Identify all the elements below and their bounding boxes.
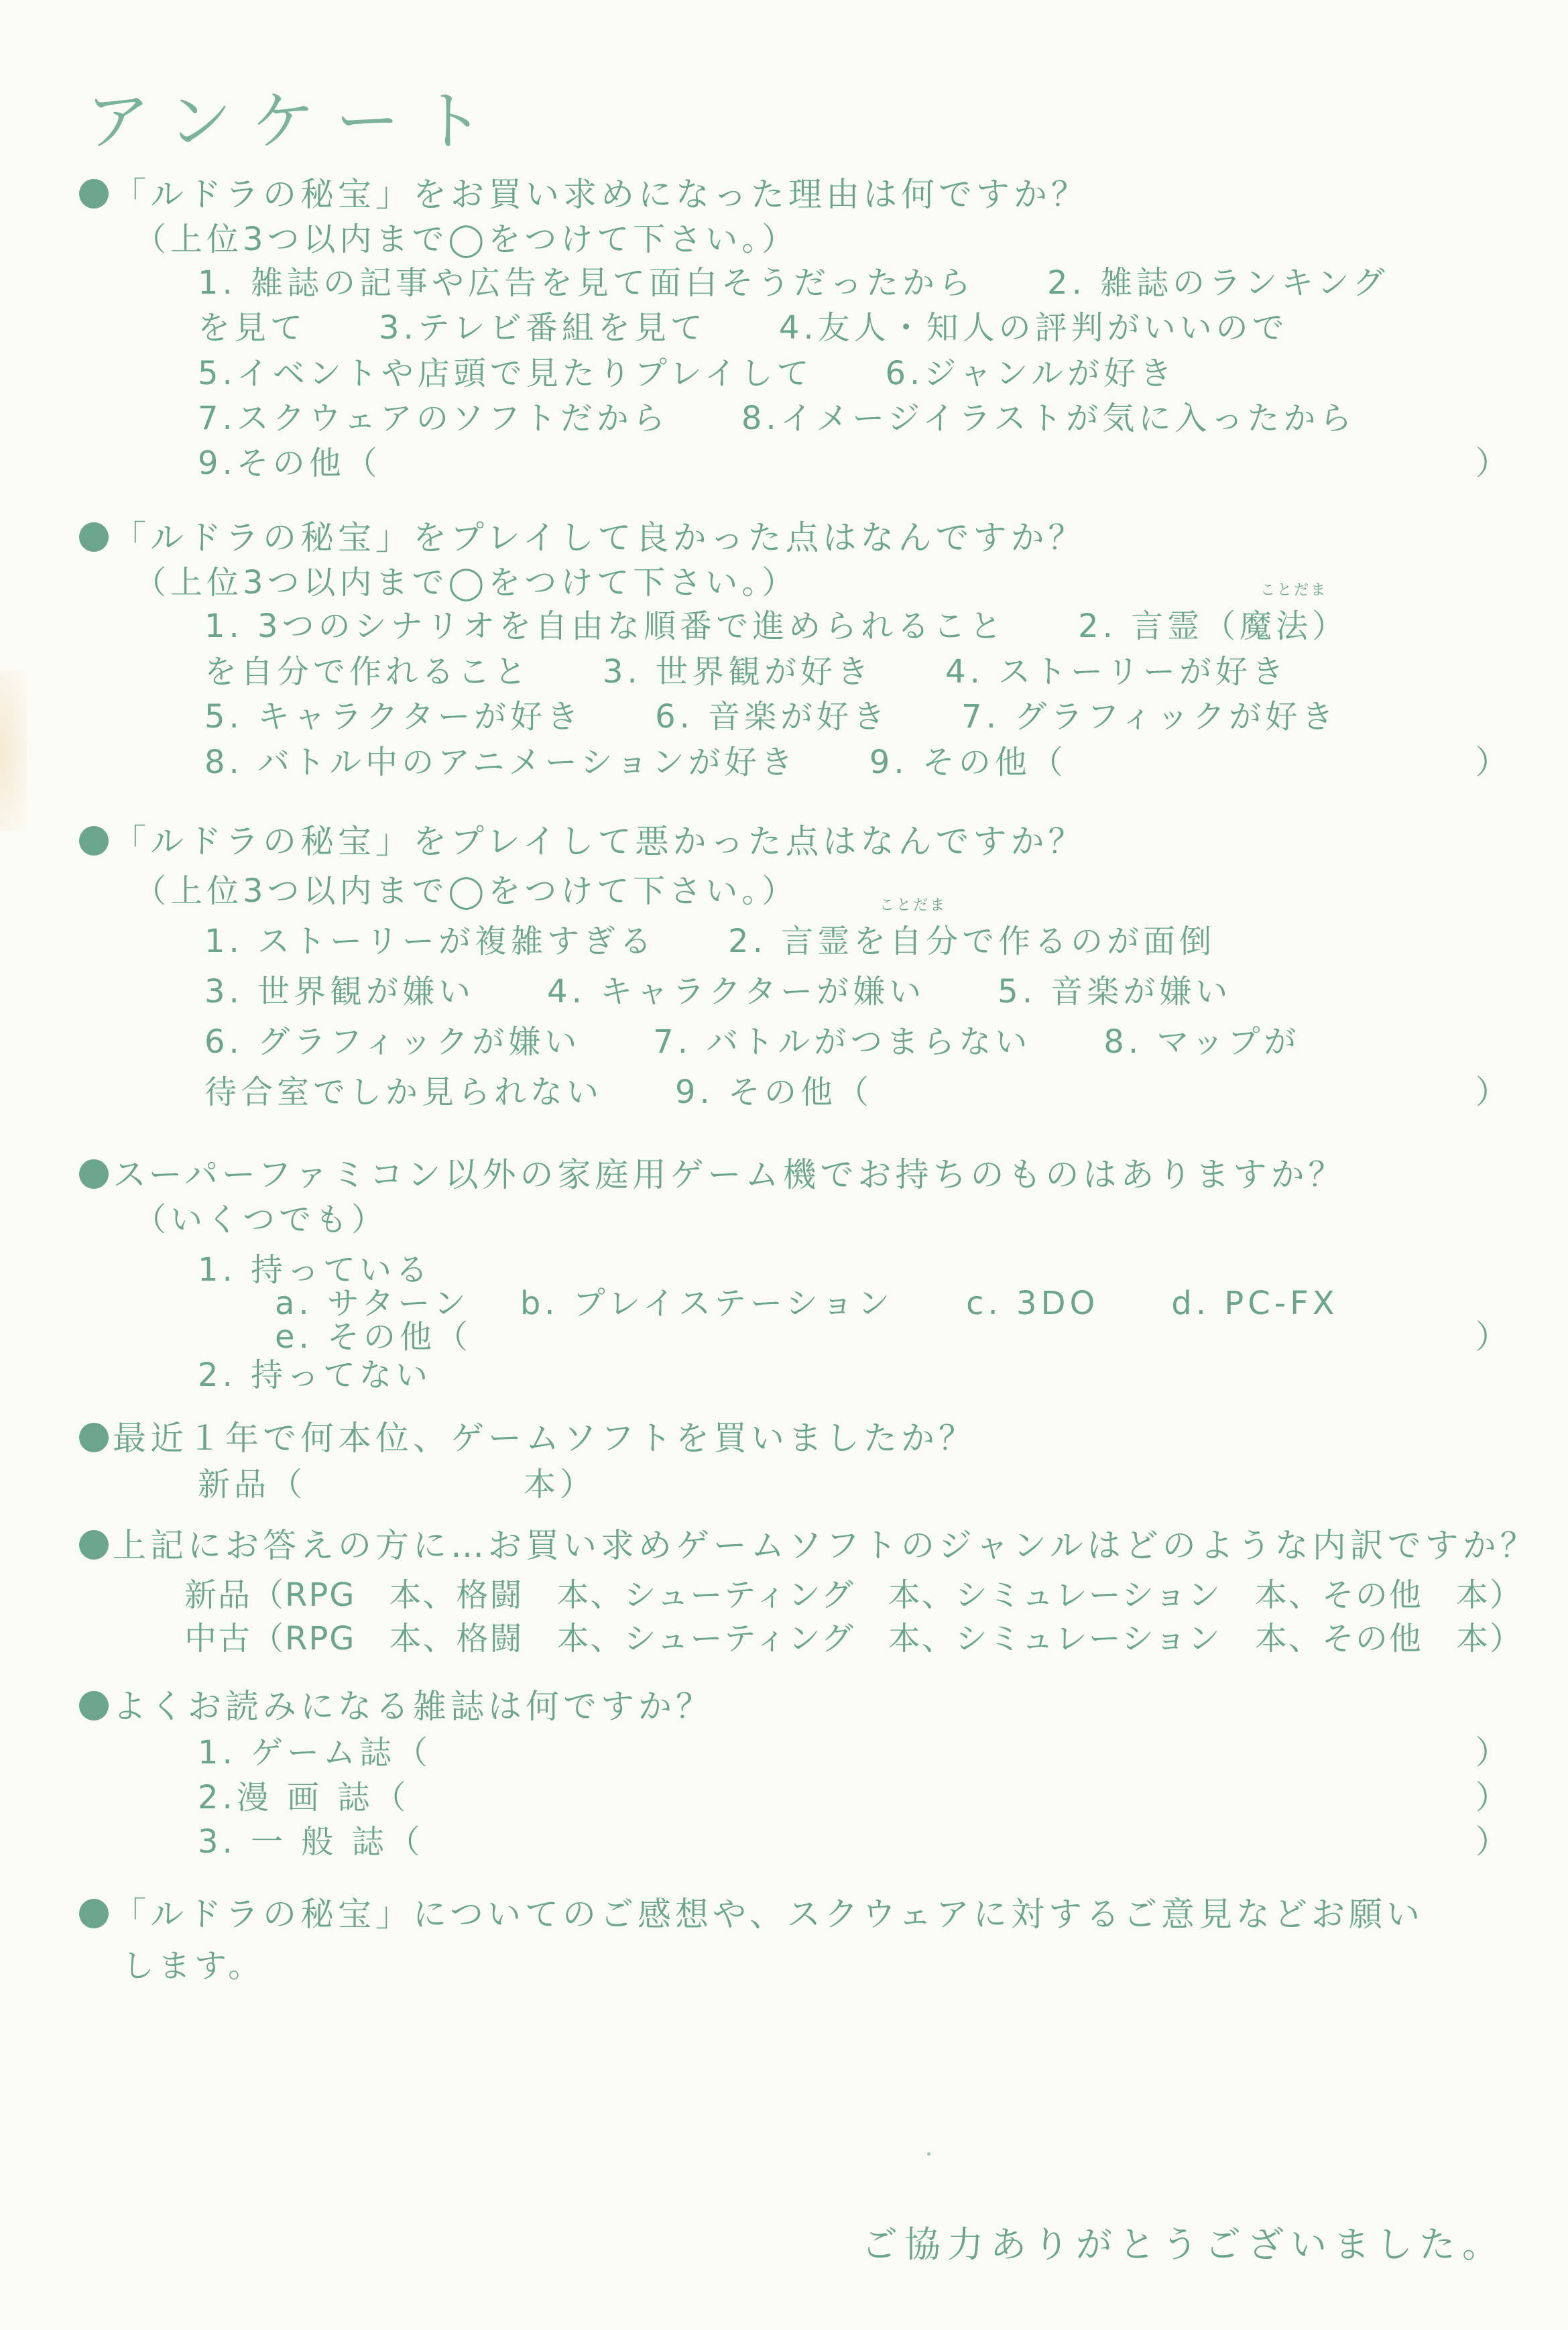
question-1 bbox=[79, 168, 1089, 216]
bullet-icon bbox=[79, 1899, 109, 1928]
question-4-text: スーパーファミコン以外の家庭用ゲーム機でお持ちのものはありますか？ bbox=[113, 1155, 1346, 1194]
q1-line-1: 1. 雑誌の記事や広告を見て面白そうだったから 2. 雑誌のランキング bbox=[198, 264, 1389, 302]
bullet-icon bbox=[79, 1691, 109, 1721]
q6-used-line[interactable]: 中古（RPG 本、格闘 本、シューティング 本、シミュレーション 本、その他 本） bbox=[184, 1620, 1523, 1657]
question-3 bbox=[79, 815, 1086, 863]
kotodama-ruby: ことだま bbox=[1260, 582, 1328, 599]
q2-line-1: 1. 3つのシナリオを自由な順番で進められること 2. 言霊（魔法） bbox=[204, 607, 1349, 645]
q3-line-3: 6. グラフィックが嫌い 7. バトルがつまらない 8. マップが bbox=[204, 1023, 1301, 1061]
q2-other-field[interactable]: 8. バトル中のアニメーションが好き 9. その他（ bbox=[204, 744, 1067, 781]
question-7-text: よくお読みになる雑誌は何ですか？ bbox=[113, 1687, 713, 1726]
question-3-text: 「ルドラの秘宝」をプレイして悪かった点はなんですか？ bbox=[113, 822, 1086, 861]
q7-close-1: ） bbox=[1475, 1734, 1508, 1771]
question-2 bbox=[79, 511, 1086, 559]
q7-close-2: ） bbox=[1475, 1779, 1508, 1816]
q1-other-field[interactable]: 9.その他（ bbox=[198, 445, 381, 482]
q3-other-field[interactable]: 待合室でしか見られない 9. その他（ bbox=[204, 1073, 873, 1111]
question-6 bbox=[79, 1519, 1538, 1567]
q1-line-3: 5.イベントや店頭で見たりプレイして 6.ジャンルが好き bbox=[198, 355, 1177, 392]
question-2-note: （上位3つ以内まで◯をつけて下さい。） bbox=[134, 564, 798, 601]
bullet-icon bbox=[79, 522, 109, 552]
question-4-note: （いくつでも） bbox=[134, 1201, 388, 1238]
question-5 bbox=[79, 1411, 976, 1460]
bullet-icon bbox=[79, 1423, 109, 1452]
q4-other-close: ） bbox=[1475, 1318, 1508, 1356]
question-8 bbox=[79, 1887, 1424, 1936]
q3-other-close: ） bbox=[1475, 1073, 1508, 1111]
question-8-text-cont: します。 bbox=[122, 1947, 265, 1985]
q7-manga-magazine-field[interactable]: 2.漫 画 誌（ bbox=[198, 1779, 410, 1816]
q2-line-3: 5. キャラクターが好き 6. 音楽が好き 7. グラフィックが好き bbox=[204, 698, 1338, 736]
question-6-text: 上記にお答えの方に…お買い求めゲームソフトのジャンルはどのような内訳ですか？ bbox=[113, 1526, 1538, 1565]
q1-other-close: ） bbox=[1475, 445, 1508, 482]
question-8-text: 「ルドラの秘宝」についてのご感想や、スクウェアに対するご意見などお願い bbox=[113, 1895, 1424, 1934]
q4-item-2[interactable]: 2. 持ってない bbox=[198, 1356, 432, 1394]
question-5-text: 最近１年で何本位、ゲームソフトを買いましたか？ bbox=[113, 1419, 976, 1458]
q3-line-1: 1. ストーリーが複雑すぎる 2. 言霊を自分で作るのが面倒 bbox=[204, 923, 1216, 960]
page-title: アンケート bbox=[86, 84, 505, 159]
question-1-text: 「ルドラの秘宝」をお買い求めになった理由は何ですか？ bbox=[113, 175, 1089, 214]
question-3-note: （上位3つ以内まで◯をつけて下さい。） bbox=[134, 872, 798, 910]
kotodama-ruby: ことだま bbox=[880, 897, 947, 914]
thank-you-message: ご協力ありがとうございました。 bbox=[861, 2223, 1505, 2266]
speck bbox=[927, 2152, 930, 2156]
question-2-text: 「ルドラの秘宝」をプレイして良かった点はなんですか？ bbox=[113, 518, 1086, 557]
q5-answer-field[interactable]: 新品（ 本） bbox=[198, 1466, 597, 1503]
q6-new-line[interactable]: 新品（RPG 本、格闘 本、シューティング 本、シミュレーション 本、その他 本） bbox=[184, 1576, 1523, 1614]
q2-other-close: ） bbox=[1475, 744, 1508, 781]
bullet-icon bbox=[79, 1530, 109, 1560]
q7-close-3: ） bbox=[1475, 1823, 1508, 1861]
question-4 bbox=[79, 1148, 1346, 1196]
paper-stain bbox=[0, 671, 27, 831]
question-1-note: （上位3つ以内まで◯をつけて下さい。） bbox=[134, 221, 798, 258]
q4-console-options[interactable]: a. サターン b. プレイステーション c. 3DO d. PC-FX bbox=[275, 1285, 1339, 1322]
bullet-icon bbox=[79, 826, 109, 856]
q1-line-2: を見て 3.テレビ番組を見て 4.友人・知人の評判がいいので bbox=[198, 309, 1288, 347]
q1-line-4: 7.スクウェアのソフトだから 8.イメージイラストが気に入ったから bbox=[198, 400, 1356, 437]
bullet-icon bbox=[79, 179, 109, 209]
question-7 bbox=[79, 1680, 713, 1728]
q3-line-2: 3. 世界観が嫌い 4. キャラクターが嫌い 5. 音楽が嫌い bbox=[204, 973, 1232, 1010]
bullet-icon bbox=[79, 1159, 109, 1189]
q4-item-1[interactable]: 1. 持っている bbox=[198, 1251, 432, 1289]
q7-game-magazine-field[interactable]: 1. ゲーム誌（ bbox=[198, 1734, 432, 1771]
q7-general-magazine-field[interactable]: 3. 一 般 誌（ bbox=[198, 1823, 424, 1861]
q4-other-field[interactable]: e. その他（ bbox=[275, 1318, 473, 1356]
q2-line-2: を自分で作れること 3. 世界観が好き 4. ストーリーが好き bbox=[204, 653, 1288, 691]
